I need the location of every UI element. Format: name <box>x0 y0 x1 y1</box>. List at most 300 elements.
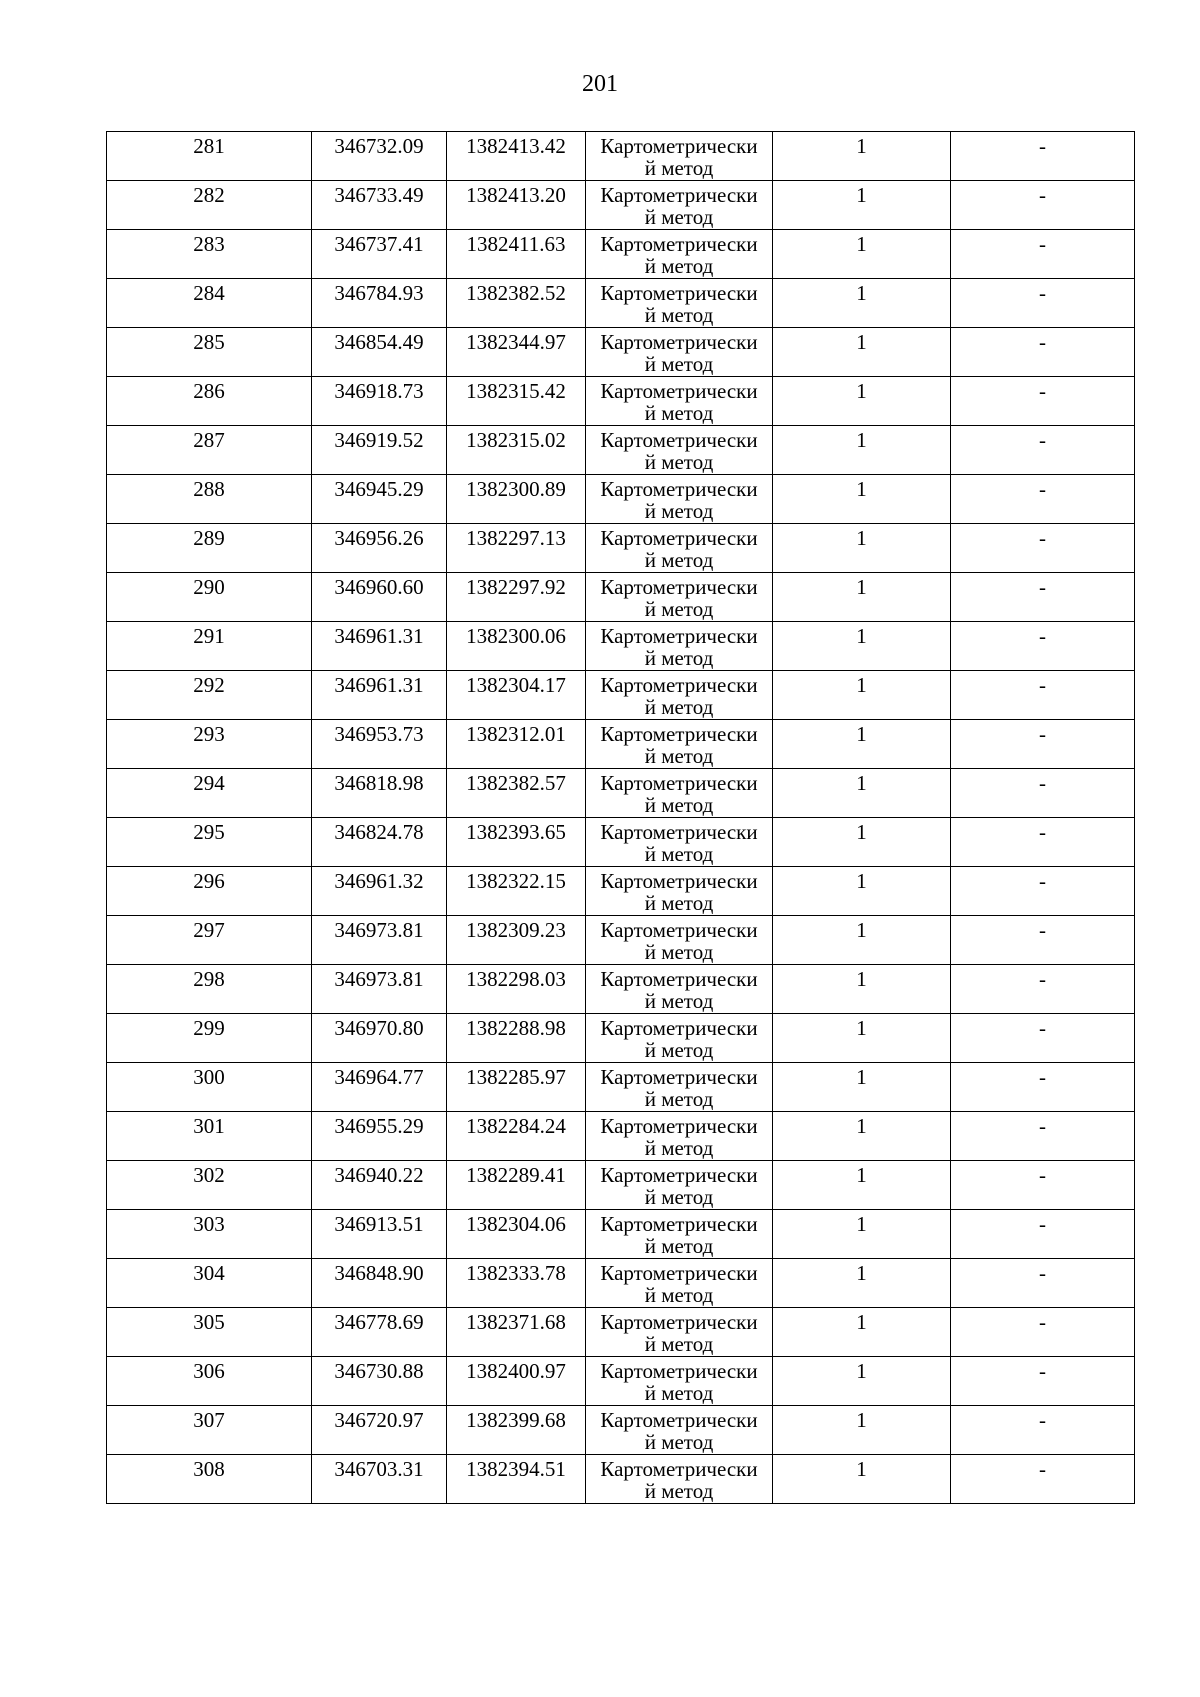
table-row <box>107 524 1135 573</box>
point-number-cell <box>107 181 312 230</box>
x-coordinate-cell-text: 346703.31 <box>334 1457 424 1481</box>
x-coordinate-cell-text: 346854.49 <box>334 330 424 354</box>
method-cell <box>586 1063 773 1112</box>
note-cell-text: - <box>1039 918 1046 942</box>
method-cell-text: Картометрически й метод <box>600 722 758 768</box>
x-coordinate-cell <box>312 769 447 818</box>
point-number-cell-text: 306 <box>193 1359 225 1383</box>
method-cell-text: Картометрически й метод <box>600 1163 758 1209</box>
method-cell <box>586 377 773 426</box>
accuracy-cell-text: 1 <box>856 330 867 354</box>
y-coordinate-cell-text: 1382413.42 <box>466 134 566 158</box>
note-cell-text: - <box>1039 232 1046 256</box>
note-cell <box>951 475 1135 524</box>
y-coordinate-cell-text: 1382284.24 <box>466 1114 566 1138</box>
accuracy-cell <box>773 426 951 475</box>
point-number-cell <box>107 1112 312 1161</box>
y-coordinate-cell <box>447 1259 586 1308</box>
method-cell-text: Картометрически й метод <box>600 1212 758 1258</box>
table-row <box>107 132 1135 181</box>
note-cell <box>951 1259 1135 1308</box>
method-cell <box>586 916 773 965</box>
point-number-cell <box>107 524 312 573</box>
x-coordinate-cell-text: 346784.93 <box>334 281 424 305</box>
x-coordinate-cell <box>312 475 447 524</box>
note-cell-text: - <box>1039 967 1046 991</box>
note-cell-text: - <box>1039 183 1046 207</box>
x-coordinate-cell <box>312 818 447 867</box>
point-number-cell-text: 283 <box>193 232 225 256</box>
note-cell <box>951 132 1135 181</box>
accuracy-cell <box>773 1112 951 1161</box>
accuracy-cell-text: 1 <box>856 771 867 795</box>
y-coordinate-cell <box>447 1455 586 1504</box>
x-coordinate-cell-text: 346960.60 <box>334 575 424 599</box>
y-coordinate-cell-text: 1382304.17 <box>466 673 566 697</box>
note-cell <box>951 671 1135 720</box>
point-number-cell-text: 297 <box>193 918 225 942</box>
y-coordinate-cell <box>447 1063 586 1112</box>
table-row <box>107 720 1135 769</box>
point-number-cell <box>107 1455 312 1504</box>
accuracy-cell <box>773 524 951 573</box>
point-number-cell-text: 287 <box>193 428 225 452</box>
y-coordinate-cell-text: 1382315.02 <box>466 428 566 452</box>
note-cell <box>951 1210 1135 1259</box>
accuracy-cell <box>773 818 951 867</box>
point-number-cell <box>107 132 312 181</box>
method-cell-text: Картометрически й метод <box>600 918 758 964</box>
y-coordinate-cell <box>447 1014 586 1063</box>
x-coordinate-cell-text: 346730.88 <box>334 1359 424 1383</box>
note-cell <box>951 230 1135 279</box>
x-coordinate-cell <box>312 671 447 720</box>
y-coordinate-cell-text: 1382309.23 <box>466 918 566 942</box>
x-coordinate-cell-text: 346955.29 <box>334 1114 424 1138</box>
point-number-cell-text: 290 <box>193 575 225 599</box>
point-number-cell-text: 291 <box>193 624 225 648</box>
y-coordinate-cell <box>447 916 586 965</box>
accuracy-cell <box>773 1455 951 1504</box>
note-cell-text: - <box>1039 330 1046 354</box>
note-cell-text: - <box>1039 1261 1046 1285</box>
accuracy-cell <box>773 230 951 279</box>
note-cell-text: - <box>1039 1359 1046 1383</box>
note-cell-text: - <box>1039 575 1046 599</box>
point-number-cell-text: 284 <box>193 281 225 305</box>
note-cell <box>951 181 1135 230</box>
table-row <box>107 1406 1135 1455</box>
x-coordinate-cell-text: 346964.77 <box>334 1065 424 1089</box>
x-coordinate-cell <box>312 1308 447 1357</box>
y-coordinate-cell <box>447 818 586 867</box>
method-cell-text: Картометрически й метод <box>600 1065 758 1111</box>
x-coordinate-cell <box>312 622 447 671</box>
x-coordinate-cell-text: 346732.09 <box>334 134 424 158</box>
method-cell <box>586 1406 773 1455</box>
x-coordinate-cell <box>312 181 447 230</box>
point-number-cell-text: 298 <box>193 967 225 991</box>
method-cell <box>586 1357 773 1406</box>
accuracy-cell-text: 1 <box>856 526 867 550</box>
method-cell-text: Картометрически й метод <box>600 1261 758 1307</box>
point-number-cell <box>107 377 312 426</box>
x-coordinate-cell-text: 346913.51 <box>334 1212 424 1236</box>
y-coordinate-cell <box>447 1112 586 1161</box>
y-coordinate-cell-text: 1382411.63 <box>466 232 566 256</box>
note-cell <box>951 1112 1135 1161</box>
note-cell-text: - <box>1039 1457 1046 1481</box>
table-row <box>107 867 1135 916</box>
x-coordinate-cell-text: 346945.29 <box>334 477 424 501</box>
x-coordinate-cell <box>312 1406 447 1455</box>
method-cell <box>586 573 773 622</box>
accuracy-cell-text: 1 <box>856 1016 867 1040</box>
accuracy-cell-text: 1 <box>856 1408 867 1432</box>
x-coordinate-cell-text: 346953.73 <box>334 722 424 746</box>
y-coordinate-cell <box>447 132 586 181</box>
table-row <box>107 279 1135 328</box>
note-cell <box>951 1406 1135 1455</box>
method-cell-text: Картометрически й метод <box>600 1016 758 1062</box>
x-coordinate-cell <box>312 1161 447 1210</box>
accuracy-cell-text: 1 <box>856 869 867 893</box>
table-row <box>107 1112 1135 1161</box>
y-coordinate-cell-text: 1382300.89 <box>466 477 566 501</box>
note-cell <box>951 524 1135 573</box>
method-cell-text: Картометрически й метод <box>600 281 758 327</box>
note-cell-text: - <box>1039 1408 1046 1432</box>
point-number-cell <box>107 1161 312 1210</box>
accuracy-cell-text: 1 <box>856 281 867 305</box>
x-coordinate-cell-text: 346940.22 <box>334 1163 424 1187</box>
accuracy-cell <box>773 867 951 916</box>
table-row <box>107 1063 1135 1112</box>
y-coordinate-cell <box>447 720 586 769</box>
accuracy-cell-text: 1 <box>856 428 867 452</box>
coordinates-table <box>106 131 1135 1504</box>
x-coordinate-cell <box>312 1063 447 1112</box>
x-coordinate-cell-text: 346818.98 <box>334 771 424 795</box>
y-coordinate-cell-text: 1382315.42 <box>466 379 566 403</box>
accuracy-cell <box>773 279 951 328</box>
method-cell-text: Картометрически й метод <box>600 428 758 474</box>
table-row <box>107 965 1135 1014</box>
point-number-cell <box>107 1014 312 1063</box>
accuracy-cell <box>773 1308 951 1357</box>
y-coordinate-cell-text: 1382399.68 <box>466 1408 566 1432</box>
accuracy-cell <box>773 1259 951 1308</box>
accuracy-cell <box>773 965 951 1014</box>
accuracy-cell-text: 1 <box>856 1212 867 1236</box>
note-cell <box>951 1455 1135 1504</box>
note-cell <box>951 328 1135 377</box>
y-coordinate-cell-text: 1382304.06 <box>466 1212 566 1236</box>
method-cell <box>586 132 773 181</box>
x-coordinate-cell <box>312 1455 447 1504</box>
table-row <box>107 475 1135 524</box>
y-coordinate-cell <box>447 475 586 524</box>
note-cell <box>951 573 1135 622</box>
method-cell <box>586 1308 773 1357</box>
y-coordinate-cell-text: 1382289.41 <box>466 1163 566 1187</box>
accuracy-cell <box>773 1210 951 1259</box>
method-cell <box>586 622 773 671</box>
y-coordinate-cell-text: 1382393.65 <box>466 820 566 844</box>
y-coordinate-cell-text: 1382394.51 <box>466 1457 566 1481</box>
y-coordinate-cell-text: 1382382.57 <box>466 771 566 795</box>
accuracy-cell <box>773 1357 951 1406</box>
accuracy-cell-text: 1 <box>856 232 867 256</box>
note-cell-text: - <box>1039 820 1046 844</box>
note-cell-text: - <box>1039 281 1046 305</box>
table-row <box>107 181 1135 230</box>
accuracy-cell <box>773 1063 951 1112</box>
point-number-cell-text: 305 <box>193 1310 225 1334</box>
y-coordinate-cell-text: 1382344.97 <box>466 330 566 354</box>
coordinates-table-body <box>107 132 1135 1504</box>
x-coordinate-cell-text: 346848.90 <box>334 1261 424 1285</box>
y-coordinate-cell-text: 1382298.03 <box>466 967 566 991</box>
y-coordinate-cell <box>447 1406 586 1455</box>
accuracy-cell-text: 1 <box>856 1310 867 1334</box>
x-coordinate-cell <box>312 132 447 181</box>
accuracy-cell <box>773 328 951 377</box>
accuracy-cell-text: 1 <box>856 575 867 599</box>
accuracy-cell <box>773 1406 951 1455</box>
method-cell <box>586 1455 773 1504</box>
accuracy-cell <box>773 475 951 524</box>
method-cell-text: Картометрически й метод <box>600 575 758 621</box>
note-cell <box>951 720 1135 769</box>
x-coordinate-cell-text: 346973.81 <box>334 967 424 991</box>
table-row <box>107 1357 1135 1406</box>
point-number-cell <box>107 475 312 524</box>
note-cell <box>951 1357 1135 1406</box>
accuracy-cell <box>773 769 951 818</box>
y-coordinate-cell <box>447 328 586 377</box>
x-coordinate-cell <box>312 279 447 328</box>
table-row <box>107 1014 1135 1063</box>
x-coordinate-cell-text: 346961.32 <box>334 869 424 893</box>
accuracy-cell <box>773 720 951 769</box>
x-coordinate-cell-text: 346961.31 <box>334 624 424 648</box>
point-number-cell-text: 299 <box>193 1016 225 1040</box>
point-number-cell <box>107 1406 312 1455</box>
method-cell-text: Картометрически й метод <box>600 1310 758 1356</box>
accuracy-cell-text: 1 <box>856 1163 867 1187</box>
table-row <box>107 377 1135 426</box>
accuracy-cell <box>773 132 951 181</box>
accuracy-cell <box>773 377 951 426</box>
note-cell-text: - <box>1039 477 1046 501</box>
method-cell <box>586 524 773 573</box>
method-cell <box>586 818 773 867</box>
accuracy-cell-text: 1 <box>856 1261 867 1285</box>
method-cell-text: Картометрически й метод <box>600 1457 758 1503</box>
accuracy-cell <box>773 671 951 720</box>
method-cell-text: Картометрически й метод <box>600 820 758 866</box>
x-coordinate-cell <box>312 1210 447 1259</box>
method-cell-text: Картометрически й метод <box>600 673 758 719</box>
method-cell-text: Картометрически й метод <box>600 624 758 670</box>
y-coordinate-cell-text: 1382371.68 <box>466 1310 566 1334</box>
x-coordinate-cell <box>312 524 447 573</box>
table-row <box>107 1308 1135 1357</box>
x-coordinate-cell <box>312 867 447 916</box>
y-coordinate-cell-text: 1382312.01 <box>466 722 566 746</box>
y-coordinate-cell-text: 1382297.13 <box>466 526 566 550</box>
point-number-cell-text: 281 <box>193 134 225 158</box>
accuracy-cell-text: 1 <box>856 918 867 942</box>
accuracy-cell-text: 1 <box>856 183 867 207</box>
note-cell-text: - <box>1039 673 1046 697</box>
method-cell-text: Картометрически й метод <box>600 232 758 278</box>
point-number-cell <box>107 916 312 965</box>
x-coordinate-cell-text: 346956.26 <box>334 526 424 550</box>
point-number-cell-text: 304 <box>193 1261 225 1285</box>
y-coordinate-cell <box>447 1210 586 1259</box>
method-cell <box>586 279 773 328</box>
point-number-cell <box>107 818 312 867</box>
y-coordinate-cell-text: 1382297.92 <box>466 575 566 599</box>
y-coordinate-cell-text: 1382413.20 <box>466 183 566 207</box>
method-cell-text: Картометрически й метод <box>600 1408 758 1454</box>
x-coordinate-cell-text: 346720.97 <box>334 1408 424 1432</box>
note-cell <box>951 426 1135 475</box>
x-coordinate-cell <box>312 426 447 475</box>
method-cell-text: Картометрически й метод <box>600 869 758 915</box>
note-cell-text: - <box>1039 1065 1046 1089</box>
point-number-cell <box>107 230 312 279</box>
method-cell-text: Картометрически й метод <box>600 477 758 523</box>
note-cell-text: - <box>1039 722 1046 746</box>
y-coordinate-cell-text: 1382333.78 <box>466 1261 566 1285</box>
y-coordinate-cell-text: 1382400.97 <box>466 1359 566 1383</box>
point-number-cell-text: 289 <box>193 526 225 550</box>
point-number-cell-text: 295 <box>193 820 225 844</box>
note-cell <box>951 769 1135 818</box>
point-number-cell <box>107 328 312 377</box>
y-coordinate-cell <box>447 279 586 328</box>
method-cell <box>586 867 773 916</box>
point-number-cell-text: 288 <box>193 477 225 501</box>
method-cell-text: Картометрически й метод <box>600 771 758 817</box>
y-coordinate-cell <box>447 1161 586 1210</box>
table-row <box>107 1259 1135 1308</box>
accuracy-cell-text: 1 <box>856 1457 867 1481</box>
y-coordinate-cell <box>447 573 586 622</box>
accuracy-cell-text: 1 <box>856 134 867 158</box>
y-coordinate-cell <box>447 867 586 916</box>
point-number-cell-text: 303 <box>193 1212 225 1236</box>
x-coordinate-cell <box>312 230 447 279</box>
y-coordinate-cell <box>447 524 586 573</box>
method-cell <box>586 769 773 818</box>
method-cell-text: Картометрически й метод <box>600 967 758 1013</box>
method-cell-text: Картометрически й метод <box>600 330 758 376</box>
table-row <box>107 426 1135 475</box>
accuracy-cell-text: 1 <box>856 673 867 697</box>
method-cell-text: Картометрически й метод <box>600 526 758 572</box>
table-row <box>107 1210 1135 1259</box>
note-cell-text: - <box>1039 624 1046 648</box>
y-coordinate-cell <box>447 671 586 720</box>
note-cell-text: - <box>1039 526 1046 550</box>
note-cell <box>951 867 1135 916</box>
accuracy-cell-text: 1 <box>856 722 867 746</box>
x-coordinate-cell <box>312 1259 447 1308</box>
table-row <box>107 671 1135 720</box>
method-cell <box>586 1210 773 1259</box>
point-number-cell <box>107 1357 312 1406</box>
x-coordinate-cell-text: 346733.49 <box>334 183 424 207</box>
point-number-cell <box>107 769 312 818</box>
method-cell-text: Картометрически й метод <box>600 183 758 229</box>
x-coordinate-cell <box>312 1112 447 1161</box>
point-number-cell-text: 302 <box>193 1163 225 1187</box>
point-number-cell-text: 308 <box>193 1457 225 1481</box>
method-cell <box>586 230 773 279</box>
note-cell-text: - <box>1039 428 1046 452</box>
method-cell-text: Картометрически й метод <box>600 1359 758 1405</box>
point-number-cell <box>107 279 312 328</box>
method-cell-text: Картометрически й метод <box>600 379 758 425</box>
table-row <box>107 622 1135 671</box>
accuracy-cell-text: 1 <box>856 820 867 844</box>
y-coordinate-cell-text: 1382288.98 <box>466 1016 566 1040</box>
note-cell <box>951 1308 1135 1357</box>
y-coordinate-cell-text: 1382300.06 <box>466 624 566 648</box>
table-row <box>107 916 1135 965</box>
x-coordinate-cell-text: 346919.52 <box>334 428 424 452</box>
x-coordinate-cell-text: 346824.78 <box>334 820 424 844</box>
note-cell <box>951 279 1135 328</box>
page-number: 201 <box>582 71 618 97</box>
note-cell <box>951 1161 1135 1210</box>
point-number-cell-text: 285 <box>193 330 225 354</box>
accuracy-cell-text: 1 <box>856 1359 867 1383</box>
point-number-cell <box>107 573 312 622</box>
note-cell-text: - <box>1039 771 1046 795</box>
x-coordinate-cell <box>312 573 447 622</box>
table-row <box>107 573 1135 622</box>
method-cell <box>586 475 773 524</box>
method-cell-text: Картометрически й метод <box>600 134 758 180</box>
point-number-cell <box>107 426 312 475</box>
point-number-cell <box>107 671 312 720</box>
table-row <box>107 328 1135 377</box>
method-cell <box>586 1014 773 1063</box>
note-cell <box>951 377 1135 426</box>
y-coordinate-cell <box>447 1357 586 1406</box>
method-cell <box>586 1161 773 1210</box>
point-number-cell-text: 301 <box>193 1114 225 1138</box>
method-cell <box>586 1259 773 1308</box>
method-cell <box>586 965 773 1014</box>
accuracy-cell-text: 1 <box>856 1065 867 1089</box>
x-coordinate-cell <box>312 1014 447 1063</box>
x-coordinate-cell-text: 346970.80 <box>334 1016 424 1040</box>
point-number-cell <box>107 1308 312 1357</box>
point-number-cell-text: 292 <box>193 673 225 697</box>
method-cell <box>586 426 773 475</box>
point-number-cell <box>107 1063 312 1112</box>
y-coordinate-cell <box>447 965 586 1014</box>
note-cell-text: - <box>1039 379 1046 403</box>
method-cell <box>586 328 773 377</box>
note-cell <box>951 1014 1135 1063</box>
